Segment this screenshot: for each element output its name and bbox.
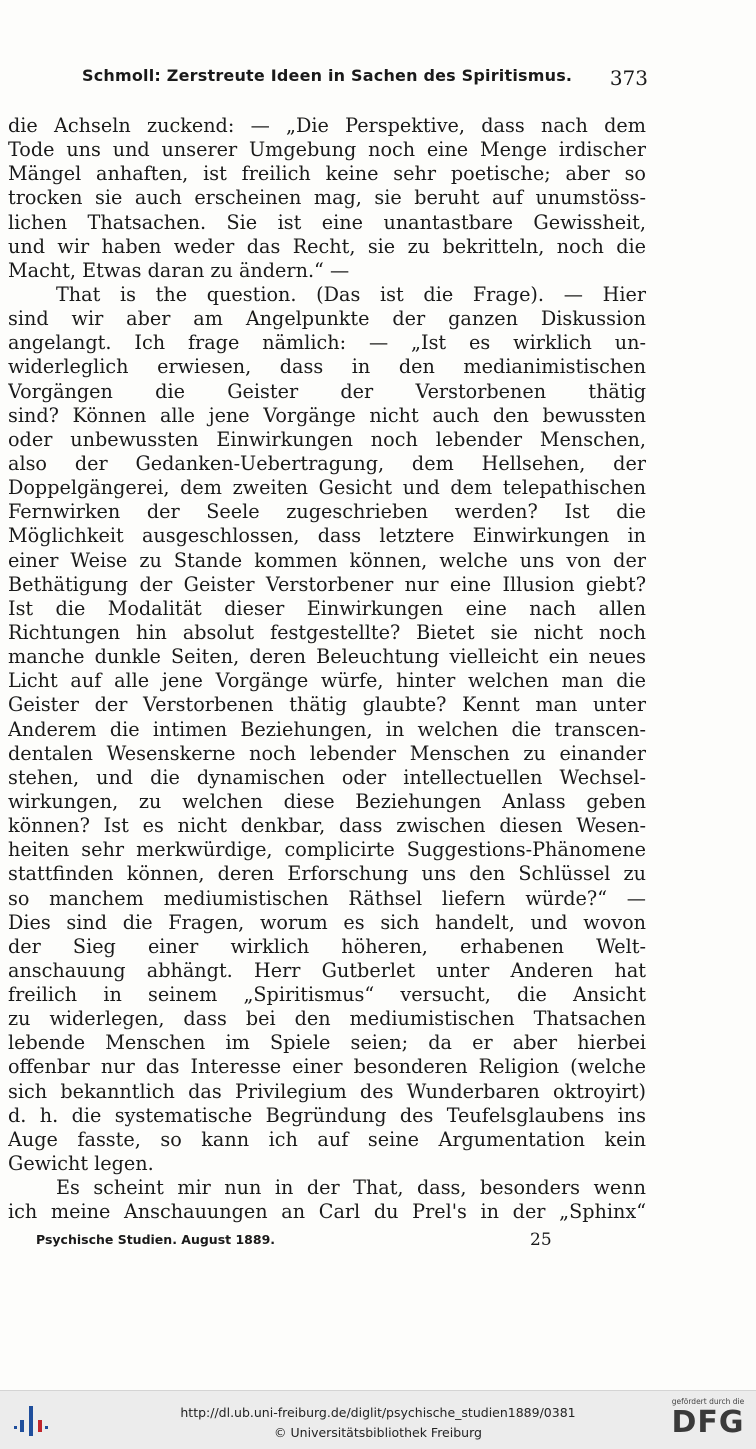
- text-line: und wir haben weder das Recht, sie zu bekritteln, noch die: [8, 234, 646, 258]
- text-line: Doppelgängerei, dem zweiten Gesicht und dem telepathischen: [8, 476, 646, 500]
- text-line: angelangt. Ich frage nämlich: — „Ist es wirklich un-: [8, 331, 646, 355]
- text-line: können? Ist es nicht denkbar, dass zwischen diesen Wesen-: [8, 814, 646, 838]
- text-line: stehen, und die dynamischen oder intellectuellen Wechsel-: [8, 765, 646, 789]
- text-line: stattfinden können, deren Erforschung uns den Schlüssel zu: [8, 862, 646, 886]
- text-line: Macht, Etwas daran zu ändern.“ —: [8, 258, 350, 282]
- text-line: so manchem mediumistischen Räthsel liefern würde?“ —: [8, 886, 646, 910]
- text-line: Anderem die intimen Beziehungen, in welchen die transcen-: [8, 717, 646, 741]
- text-line: d. h. die systematische Begründung des Teufelsglaubens ins: [8, 1103, 646, 1127]
- text-line: heiten sehr merkwürdige, complicirte Suggestions-Phänomene: [8, 838, 646, 862]
- text-line: lebende Menschen im Spiele seien; da er aber hierbei: [8, 1031, 646, 1055]
- text-line: sind? Können alle jene Vorgänge nicht auch den bewussten: [8, 403, 646, 427]
- page-footer: [36, 1232, 636, 1254]
- text-line: zu widerlegen, dass bei den mediumistischen Thatsachen: [8, 1007, 646, 1031]
- text-line: Ist die Modalität dieser Einwirkungen eine nach allen: [8, 596, 646, 620]
- viewer-bottom-bar: [0, 1390, 756, 1449]
- dfg-wordmark: DFG: [671, 1405, 745, 1440]
- text-line: Es scheint mir nun in der That, dass, besonders wenn: [56, 1176, 646, 1200]
- text-line: wirkungen, zu welchen diese Beziehungen Anlass geben: [8, 789, 646, 813]
- permalink-url[interactable]: http://dl.ub.uni-freiburg.de/diglit/psychische_studien1889/0381: [180, 1405, 576, 1420]
- page-number: 373: [609, 66, 648, 90]
- text-line: dentalen Wesenskerne noch lebender Menschen zu einander: [8, 741, 646, 765]
- text-line: Mängel anhaften, ist freilich keine sehr poetische; aber so: [8, 162, 646, 186]
- text-line: Tode uns und unserer Umgebung noch eine Menge irdischer: [8, 138, 646, 162]
- text-line: die Achseln zuckend: — „Die Perspektive, dass nach dem: [8, 114, 646, 137]
- text-line: sind wir aber am Angelpunkte der ganzen Diskussion: [8, 307, 646, 331]
- text-line: der Sieg einer wirklich höheren, erhabenen Welt-: [8, 934, 646, 958]
- text-line: widerleglich erwiesen, dass in den medianimistischen: [8, 355, 646, 379]
- signature-mark: 25: [530, 1230, 552, 1250]
- text-line: Geister der Verstorbenen thätig glaubte? Kennt man unter: [8, 693, 646, 717]
- text-line: trocken sie auch erscheinen mag, sie beruht auf unumstöss-: [8, 186, 646, 210]
- text-line: manche dunkle Seiten, deren Beleuchtung vielleicht ein neues: [8, 645, 646, 669]
- text-line: Vorgängen die Geister der Verstorbenen thätig: [8, 379, 646, 403]
- text-line: Bethätigung der Geister Verstorbener nur eine Illusion giebt?: [8, 572, 646, 596]
- running-header: [0, 66, 756, 94]
- journal-footer: Psychische Studien. August 1889.: [36, 1232, 276, 1247]
- text-line: Fernwirken der Seele zugeschrieben werden? Ist die: [8, 500, 646, 524]
- text-line: offenbar nur das Interesse einer besonderen Religion (welche: [8, 1055, 646, 1079]
- text-line: sich bekanntlich das Privilegium des Wunderbaren oktroyirt): [8, 1079, 646, 1103]
- body-text: [8, 114, 646, 1224]
- text-line: Licht auf alle jene Vorgänge würfe, hinter welchen man die: [8, 669, 646, 693]
- copyright-notice: © Universitätsbibliothek Freiburg: [274, 1425, 482, 1440]
- text-line: freilich in seinem „Spiritismus“ versucht, die Ansicht: [8, 983, 646, 1007]
- text-line: anschauung abhängt. Herr Gutberlet unter Anderen hat: [8, 958, 646, 982]
- text-line: oder unbewussten Einwirkungen noch lebender Menschen,: [8, 427, 646, 451]
- dfg-funding-note: gefördert durch die: [671, 1397, 745, 1406]
- text-line: Dies sind die Fragen, worum es sich handelt, und wovon: [8, 910, 646, 934]
- dfg-logo: [668, 1397, 748, 1445]
- text-line: lichen Thatsachen. Sie ist eine unantastbare Gewissheit,: [8, 210, 646, 234]
- running-title: Schmoll: Zerstreute Ideen in Sachen des Spiritismus.: [82, 66, 573, 85]
- text-line: ich meine Anschauungen an Carl du Prel's in der „Sphinx“: [8, 1200, 646, 1224]
- text-line: Richtungen hin absolut festgestellte? Bietet sie nicht noch: [8, 620, 646, 644]
- text-line: Möglichkeit ausgeschlossen, dass letztere Einwirkungen in: [8, 524, 646, 548]
- text-line: That is the question. (Das ist die Frage). — Hier: [56, 282, 646, 306]
- text-line: also der Gedanken-Uebertragung, dem Hellsehen, der: [8, 451, 646, 475]
- text-line: einer Weise zu Stande kommen können, welche uns von der: [8, 548, 646, 572]
- text-line: Auge fasste, so kann ich auf seine Argumentation kein: [8, 1127, 646, 1151]
- text-line: Gewicht legen.: [8, 1152, 154, 1176]
